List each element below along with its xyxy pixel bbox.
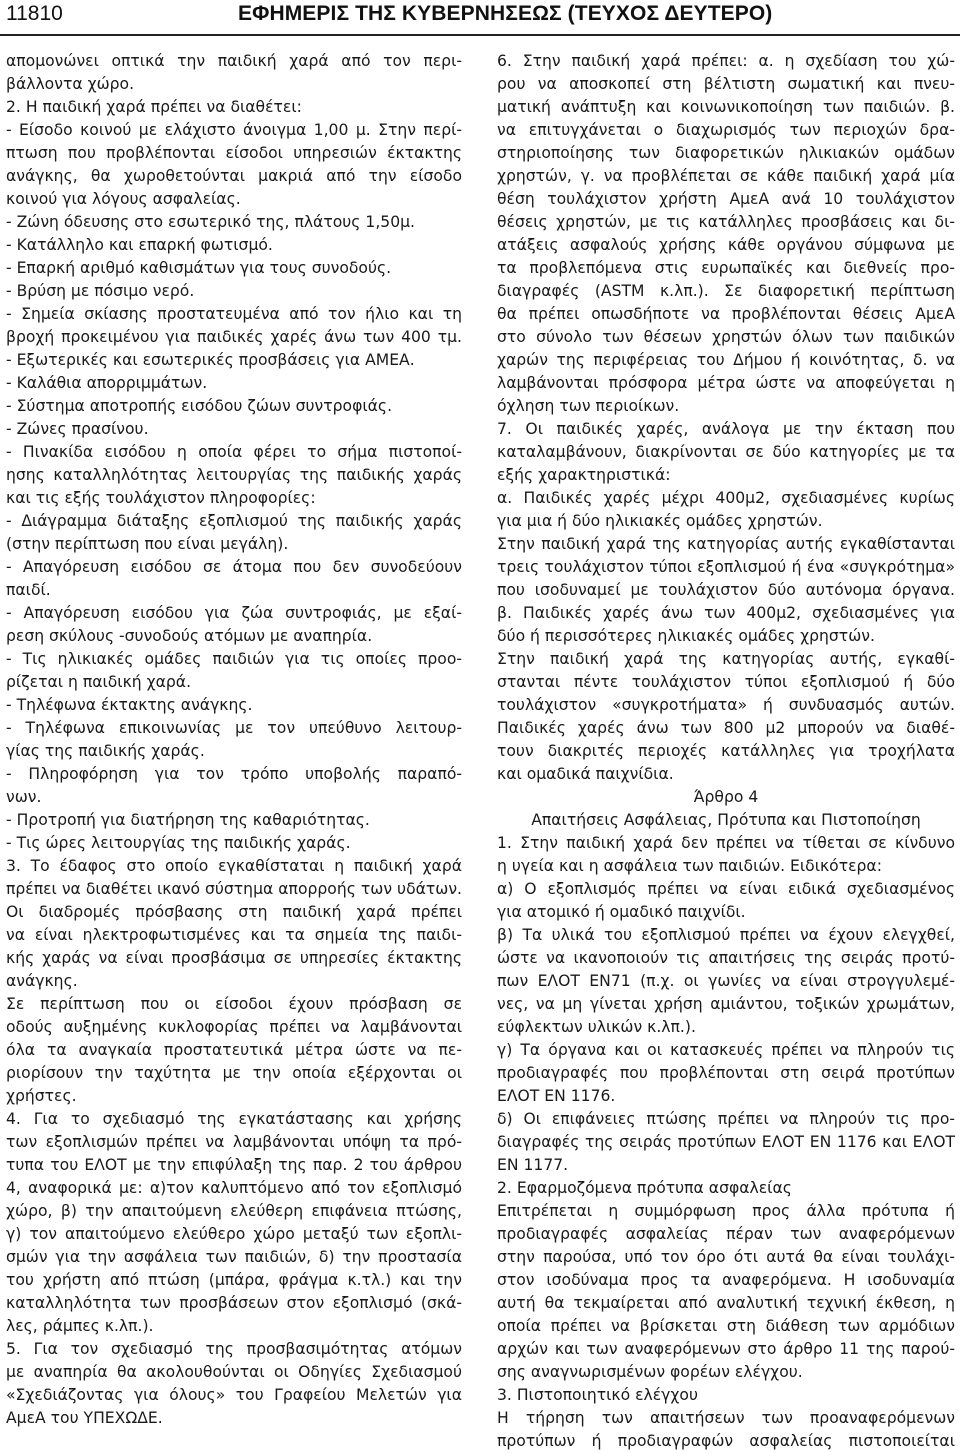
text-line: ατάξεις ασφαλούς χρήσης κάθε οργάνου σύμφωνα με (497, 236, 955, 254)
text-line: ανάγκης, θα χωροθετούνται μακριά από την είσοδο (6, 167, 462, 185)
text-line: Παιδικές χαρές άνω των 800 μ2 μπορούν να διαθέ- (497, 719, 955, 737)
text-line: 5. Για τον σχεδιασμό της προσβασιμότητας ατόμων (6, 1340, 462, 1358)
text-line: - Βρύση με πόσιμο νερό. (6, 282, 195, 300)
text-line: κής χαράς να είναι προσβάσιμα σε υπηρεσίες έκτακτης (6, 949, 462, 967)
text-line: για μια ή δύο ηλικιακές ομάδες χρηστών. (497, 512, 823, 530)
text-line: γ) Τα όργανα και οι κατασκευές πρέπει να πληρούν τις (497, 1041, 955, 1059)
text-line: Επιτρέπεται η συμμόρφωση προς άλλα πρότυπα ή (497, 1202, 955, 1220)
text-line: «Σχεδιάζοντας για όλους» του Γραφείου Μελετών για (6, 1386, 462, 1404)
text-line: Σε περίπτωση που οι είσοδοι έχουν πρόσβαση σε (6, 995, 462, 1013)
text-line: τρεις τουλάχιστον τύποι εξοπλισμού ή ένα «συγκρότημα» (497, 558, 955, 576)
text-line: 2. Η παιδική χαρά πρέπει να διαθέτει: (6, 98, 302, 116)
text-line: στο σύνολο των θέσεων χρηστών όλων των παιδικών (497, 328, 955, 346)
text-line: 2. Εφαρμοζόμενα πρότυπα ασφαλείας (497, 1179, 792, 1197)
text-line: ματική ανάπτυξη και κοινωνικοποίηση των παιδιών. β. (497, 98, 955, 116)
text-line: - Ζώνη όδευσης στο εσωτερικό της, πλάτους 1,50μ. (6, 213, 415, 231)
text-line: 7. Οι παιδικές χαρές, ανάλογα με την έκταση που (497, 420, 955, 438)
text-line: - Τηλέφωνα έκτακτης ανάγκης. (6, 696, 253, 714)
text-line: - Εξωτερικές και εσωτερικές προσβάσεις για ΑΜΕΑ. (6, 351, 415, 369)
text-line: νες, να μη γίνεται χρήση αμιάντου, τοξικών χρωμάτων, (497, 995, 955, 1013)
right-column (497, 50, 955, 1453)
text-line: διαγραφές (ASTM κ.λπ.). Σε διαφορετική περίπτωση (497, 282, 955, 300)
page-number: 11810 (6, 2, 63, 25)
text-line: - Σύστημα αποτροπής εισόδου ζώων συντροφιάς. (6, 397, 393, 415)
text-line: - Διάγραμμα διάταξης εξοπλισμού της παιδικής χαράς (6, 512, 462, 530)
text-line: του χρήστη από πτώση (μπάρα, φράγμα κ.τλ.) και την (6, 1271, 462, 1289)
text-line: να επιτυγχάνεται ο διαχωρισμός των περιοχών δρα- (497, 121, 955, 139)
text-line: στον ισοδύναμα προς τα αναφερόμενα. Η ισοδυναμία (497, 1271, 955, 1289)
text-line: χρηστών, γ. να προβλέπεται σε κάθε παιδική χαρά μία (497, 167, 955, 185)
text-line: οποία πρέπει να βρίσκεται στη διάθεση των αρμόδιων (497, 1317, 955, 1335)
text-line: στηριοποίησης των διαφορετικών ηλικιακών ομάδων (497, 144, 955, 162)
text-line: και τις εξής τουλάχιστον πληροφορίες: (6, 489, 316, 507)
text-line: Στην παιδική χαρά της κατηγορίας αυτής εγκαθίστανται (497, 535, 955, 553)
text-line: στανται πέντε τουλάχιστον τύποι εξοπλισμού ή δύο (497, 673, 955, 691)
text-line: βροχή προκειμένου για παιδικές χαρές άνω των 400 τμ. (6, 328, 462, 346)
text-line: βάλλοντα χώρο. (6, 75, 135, 93)
text-line: - Πληροφόρηση για τον τρόπο υποβολής παραπό- (6, 765, 462, 783)
text-line: στην παρούσα, υπό τον όρο ότι αυτά θα είναι τουλάχι- (497, 1248, 955, 1266)
text-line: χαρών της περιφέρειας του Δήμου ή κοινότητας, δ. να (497, 351, 955, 369)
text-line: γ) τον απαιτούμενο ελεύθερο χώρο μεταξύ των εξοπλι- (6, 1225, 462, 1243)
text-line: κοινού για λόγους ασφαλείας. (6, 190, 241, 208)
text-line: θέσεις χρηστών, με τις κατάλληλες προσβάσεις και δι- (497, 213, 955, 231)
text-line: σμών για την ασφάλεια των παιδιών, δ) την προστασία (6, 1248, 462, 1266)
text-line: 6. Στην παιδική χαρά πρέπει: α. η σχεδίαση του χώ- (497, 52, 955, 70)
text-line: πτωση που προβλέπονται είσοδοι υπηρεσιών έκτακτης (6, 144, 462, 162)
left-column (6, 50, 462, 1430)
text-line: όλα τα αναγκαία προστατευτικά μέτρα ώστε να πε- (6, 1041, 462, 1059)
text-line: - Προτροπή για διατήρηση της καθαριότητας. (6, 811, 370, 829)
text-line: καταλαμβάνουν, διακρίνονται σε δύο κατηγορίες με τα (497, 443, 955, 461)
text-line: θέση τουλάχιστον χρήστη ΑμεΑ ανά 10 τουλάχιστον (497, 190, 955, 208)
text-line: απομονώνει οπτικά την παιδική χαρά από τον περι- (6, 52, 462, 70)
text-line: - Τις ώρες λειτουργίας της παιδικής χαράς. (6, 834, 351, 852)
text-line: 3. Πιστοποιητικό ελέγχου (497, 1386, 698, 1404)
text-line: και ομαδικά παιχνίδια. (497, 765, 674, 783)
text-line: 4. Για το σχεδιασμό της εγκατάστασης και χρήσης (6, 1110, 462, 1128)
text-line: παιδί. (6, 581, 51, 599)
text-line: β) Τα υλικά του εξοπλισμού πρέπει να έχουν ελεγχθεί, (497, 926, 955, 944)
text-line: - Ζώνες πρασίνου. (6, 420, 149, 438)
text-line: θα πρέπει οπωσδήποτε να προβλέπονται θέσεις ΑμεΑ (497, 305, 955, 323)
text-line: 1. Στην παιδική χαρά δεν πρέπει να τίθεται σε κίνδυνο (497, 834, 955, 852)
text-line: ΕΝ 1177. (497, 1156, 569, 1174)
text-line: Απαιτήσεις Ασφάλειας, Πρότυπα και Πιστοποίηση (531, 811, 921, 829)
text-line: - Είσοδο κοινού με ελάχιστο άνοιγμα 1,00 μ. Στην περί- (6, 121, 462, 139)
text-line: των εξοπλισμών πρέπει να λαμβάνονται υπόψη τα πρό- (6, 1133, 462, 1151)
text-line: β. Παιδικές χαρές άνω των 400μ2, σχεδιασμένες για (497, 604, 955, 622)
text-line: - Τις ηλικιακές ομάδες παιδιών για τις οποίες προο- (6, 650, 462, 668)
text-line: Οι διαδρομές πρόσβασης στη παιδική χαρά πρέπει (6, 903, 462, 921)
text-line: ανάγκης. (6, 972, 78, 990)
text-line: - Τηλέφωνα επικοινωνίας με τον υπεύθυνο λειτουρ- (6, 719, 462, 737)
text-line: χρήστες. (6, 1087, 77, 1105)
text-line: - Σημεία σκίασης προστατευμένα από τον ήλιο και τη (6, 305, 462, 323)
text-line: πρέπει να διαθέτει ικανό σύστημα απορροής των υδάτων. (6, 880, 462, 898)
text-line: ΕΛΟΤ ΕΝ 1176. (497, 1087, 616, 1105)
text-line: πων ΕΛΟΤ ΕΝ71 (π.χ. οι γωνίες να είναι στρογγυλεμέ- (497, 972, 955, 990)
text-line: (στην περίπτωση που είναι μεγάλη). (6, 535, 289, 553)
page-header (0, 0, 960, 34)
text-line: Άρθρο 4 (693, 788, 759, 806)
text-line: ησης καταλληλότητας λειτουργίας της παιδικής χαράς (6, 466, 462, 484)
text-line: χώρο, β) την απαιτούμενη ελεύθερη επιφάνεια πτώσης, (6, 1202, 462, 1220)
header-rule (0, 34, 960, 36)
text-line: για ατομικό ή ομαδικό παιχνίδι. (497, 903, 746, 921)
text-line: αυτή θα τεκμαίρεται από αναλυτική τεχνική έκθεση, η (497, 1294, 955, 1312)
text-line: με αναπηρία θα ακολουθούνται οι Οδηγίες Σχεδιασμού (6, 1363, 462, 1381)
text-line: - Απαγόρευση εισόδου σε άτομα που δεν συνοδεύουν (6, 558, 462, 576)
text-line: σης αναγνωρισμένων φορέων ελέγχου. (497, 1363, 803, 1381)
text-line: α) Ο εξοπλισμός πρέπει να είναι ειδικά σχεδιασμένος (497, 880, 955, 898)
text-line: προδιαγραφές ασφαλείας πέραν των αναφερόμενων (497, 1225, 955, 1243)
text-line: - Απαγόρευση εισόδου για ζώα συντροφιάς, με εξαί- (6, 604, 462, 622)
text-line: α. Παιδικές χαρές μέχρι 400μ2, σχεδιασμένες κυρίως (497, 489, 955, 507)
text-line: προτύπων ή προδιαγραφών ασφαλείας πιστοποιείται (497, 1432, 955, 1450)
text-line: - Επαρκή αριθμό καθισμάτων για τους συνοδούς. (6, 259, 392, 277)
text-line: ρου να αποσκοπεί στη βέλτιστη σωματική και πνευ- (497, 75, 955, 93)
text-line: τα προβλεπόμενα στις ευρωπαϊκές και διεθνείς προ- (497, 259, 955, 277)
text-line: δ) Οι επιφάνειες πτώσης πρέπει να πληρούν τις προ- (497, 1110, 955, 1128)
text-line: Στην παιδική χαρά της κατηγορίας αυτής, εγκαθί- (497, 650, 955, 668)
text-line: οδούς αυξημένης κυκλοφορίας πρέπει να λαμβάνονται (6, 1018, 462, 1036)
text-line: να είναι ηλεκτροφωτισμένες και τα σημεία της παιδι- (6, 926, 462, 944)
text-line: ρεση σκύλους -συνοδούς ατόμων με αναπηρία. (6, 627, 373, 645)
text-line: ρίζεται η παιδική χαρά. (6, 673, 192, 691)
text-line: Η τήρηση των απαιτήσεων των προαναφερόμενων (497, 1409, 955, 1427)
text-line: - Καλάθια απορριμμάτων. (6, 374, 208, 392)
text-line: δύο ή περισσότερες ηλικιακές ομάδες χρηστών. (497, 627, 875, 645)
text-line: ΑμεΑ του ΥΠΕΧΩΔΕ. (6, 1409, 163, 1427)
text-line: όχληση των περιοίκων. (497, 397, 680, 415)
text-line: λες, ράμπες κ.λπ.). (6, 1317, 154, 1335)
gazette-title: ΕΦΗΜΕΡΙΣ ΤΗΣ ΚΥΒΕΡΝΗΣΕΩΣ (ΤΕΥΧΟΣ ΔΕΥΤΕΡΟ) (238, 2, 773, 25)
text-line: εύφλεκτων υλικών κ.λπ.). (497, 1018, 696, 1036)
text-line: νων. (6, 788, 42, 806)
text-line: ώστε να ικανοποιούν τις απαιτήσεις της σειράς προτύ- (497, 949, 955, 967)
text-line: λαμβάνονται πρόσφορα μέτρα ώστε να αποφεύγεται η (497, 374, 955, 392)
text-line: τυπα του ΕΛΟΤ με την επιφύλαξη της παρ. 2 του άρθρου (6, 1156, 462, 1174)
text-line: τουλάχιστον «συγκροτήματα» ή συνδυασμός αυτών. (497, 696, 955, 714)
text-line: τουν διακριτές περιοχές κατάλληλες για τροχήλατα (497, 742, 955, 760)
text-line: ριορίσουν την ταχύτητα με την οποία εξέρχονται οι (6, 1064, 462, 1082)
text-line: η υγεία και η ασφάλεια των παιδιών. Ειδικότερα: (497, 857, 882, 875)
text-line: προδιαγραφές που προβλέπονται στη σειρά προτύπων (497, 1064, 955, 1082)
text-line: 4, αναφορικά με: α)τον καλυπτόμενο από τον εξοπλισμό (6, 1179, 462, 1197)
text-line: καταλληλότητα των προσβάσεων στον εξοπλισμό (σκά- (6, 1294, 462, 1312)
text-line: εξής χαρακτηριστικά: (497, 466, 671, 484)
text-line: που ισοδυναμεί με τουλάχιστον δύο αυτόνομα όργανα. (497, 581, 955, 599)
text-line: διαγραφές της σειράς προτύπων ΕΛΟΤ ΕΝ 1176 και ΕΛΟΤ (497, 1133, 955, 1151)
text-line: - Πινακίδα εισόδου η οποία φέρει το σήμα πιστοποί- (6, 443, 462, 461)
text-line: γίας της παιδικής χαράς. (6, 742, 205, 760)
text-line: 3. Το έδαφος στο οποίο εγκαθίσταται η παιδική χαρά (6, 857, 462, 875)
text-line: - Κατάλληλο και επαρκή φωτισμό. (6, 236, 273, 254)
text-line: αρχών και των αναφερόμενων στο άρθρο 11 της παρού- (497, 1340, 955, 1358)
